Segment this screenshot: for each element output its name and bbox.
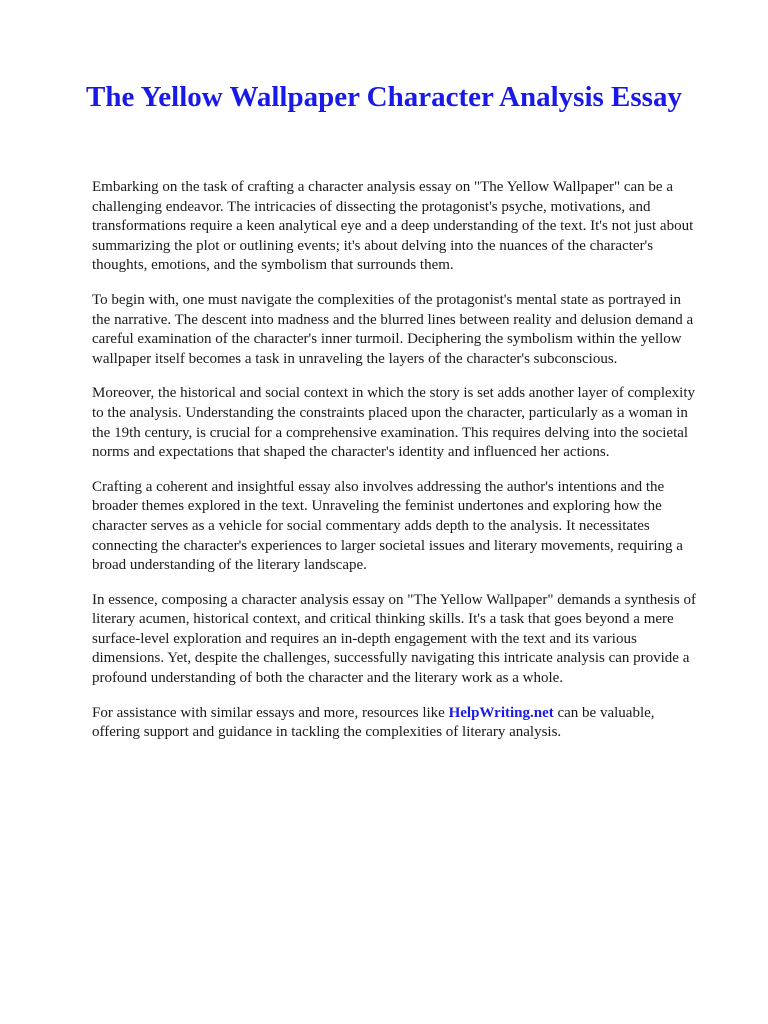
- closing-text-after-link: can be valuable, offering support and guidance in tackling the complexities of literary analysis.: [92, 704, 655, 741]
- essay-body: [92, 178, 702, 758]
- helpwriting-link[interactable]: HelpWriting.net: [448, 704, 554, 721]
- paragraph-1: Embarking on the task of crafting a character analysis essay on "The Yellow Wallpaper" can be a challenging endeavor. The intricacies of dissecting the protagonist's psyche, motivations, and transformations require a keen analytical eye and a deep understanding of the text. It's not just about summarizing the plot or outlining events; it's about delving into the nuances of the character's thoughts, emotions, and the symbolism that surrounds them.: [92, 179, 694, 274]
- paragraph-3: Moreover, the historical and social context in which the story is set adds another layer of complexity to the analysis. Understanding the constraints placed upon the character, particularly as a woman in the 19th century, is crucial for a comprehensive examination. This requires delving into the societal norms and expectations that shaped the character's identity and influenced her actions.: [92, 385, 695, 461]
- paragraph-4: Crafting a coherent and insightful essay also involves addressing the author's intentions and the broader themes explored in the text. Unraveling the feminist undertones and exploring how the character serves as a vehicle for social commentary adds depth to the analysis. It necessitates connecting the character's experiences to larger societal issues and literary movements, requiring a broad understanding of the literary landscape.: [92, 478, 683, 574]
- paragraph-5: In essence, composing a character analysis essay on "The Yellow Wallpaper" demands a synthesis of literary acumen, historical context, and critical thinking skills. It's a task that goes beyond a mere surface-level exploration and requires an in-depth engagement with the text and its various dimensions. Yet, despite the challenges, successfully navigating this intricate analysis can provide a profound understanding of both the character and the literary work as a whole.: [92, 591, 696, 687]
- closing-text-before-link: For assistance with similar essays and more, resources like: [92, 704, 449, 721]
- paragraph-2: To begin with, one must navigate the complexities of the protagonist's mental state as portrayed in the narrative. The descent into madness and the blurred lines between reality and delusion demand a careful examination of the character's inner turmoil. Deciphering the symbolism within the yellow wallpaper itself becomes a task in unraveling the layers of the character's subconscious.: [92, 291, 694, 367]
- page-title: The Yellow Wallpaper Character Analysis Essay: [86, 81, 682, 113]
- closing-paragraph: [92, 704, 702, 743]
